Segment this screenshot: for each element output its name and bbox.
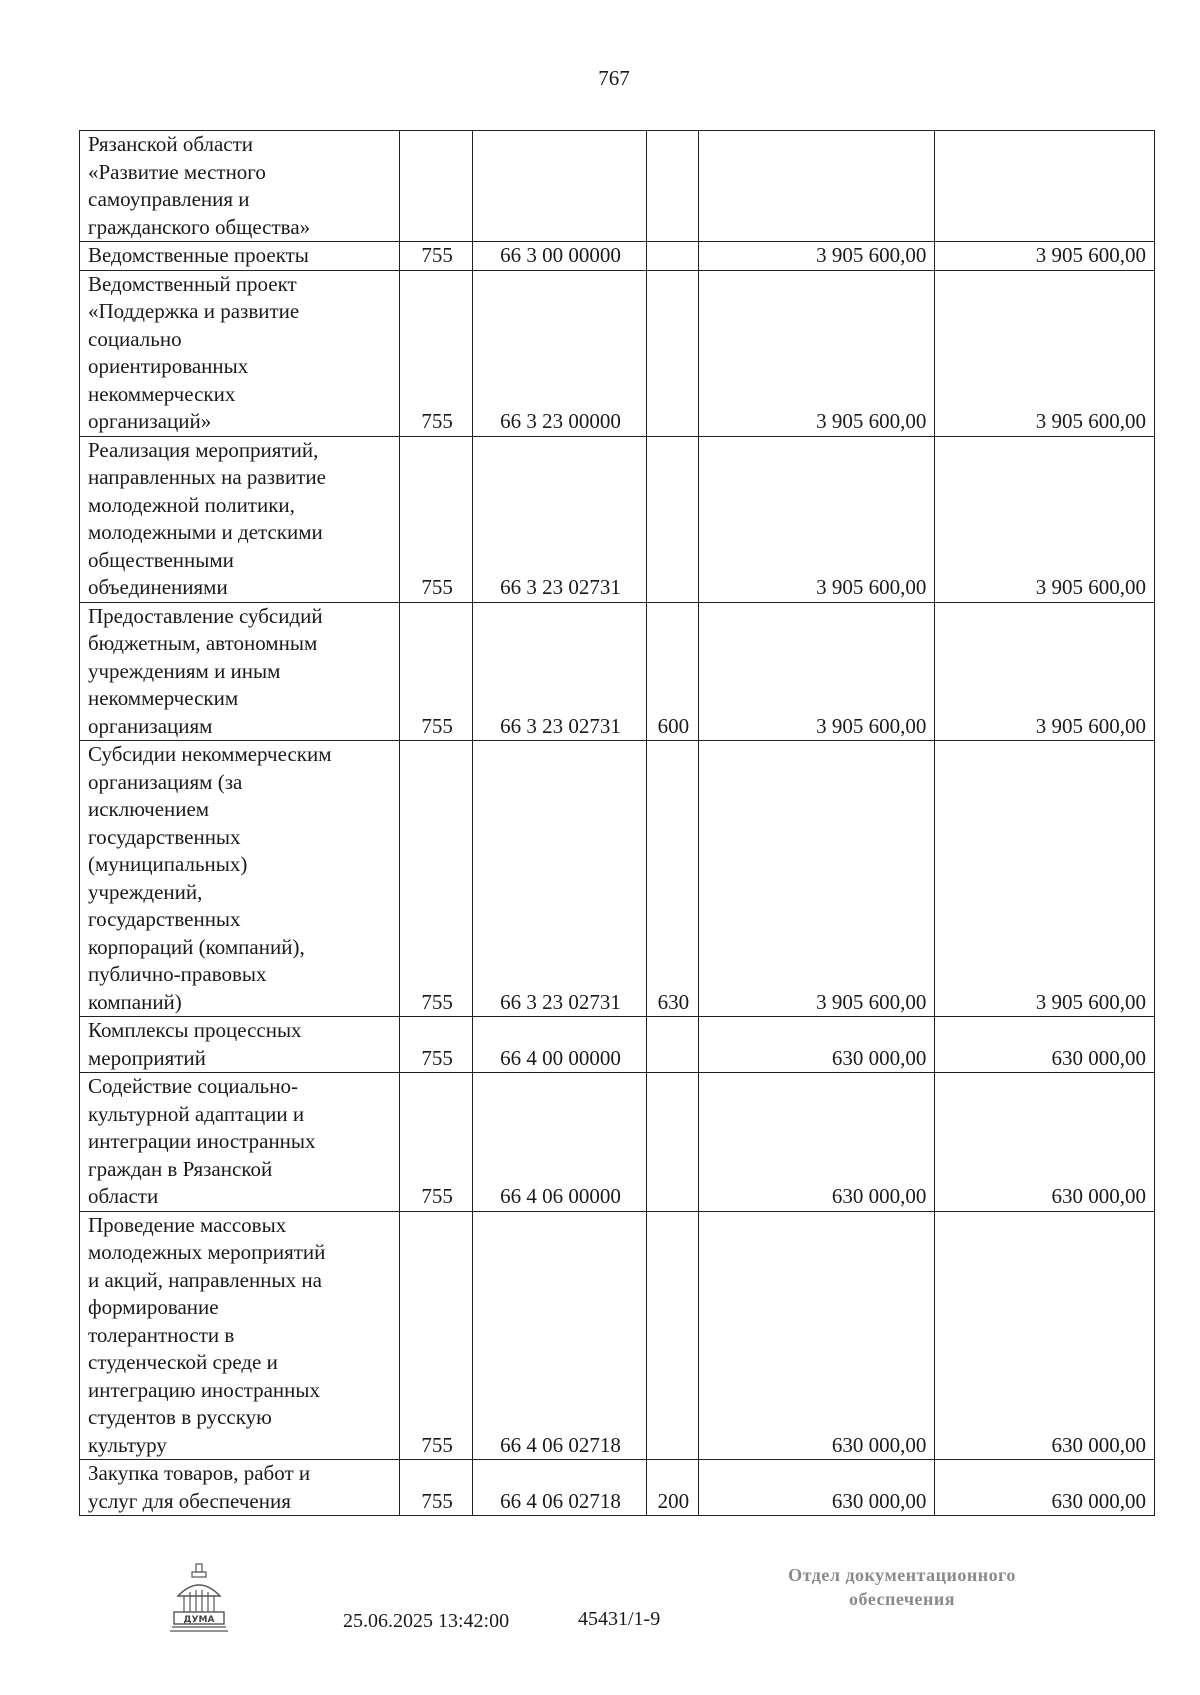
row-name-line: некоммерческим [88, 686, 239, 710]
row-name-line: молодежными и детскими [88, 520, 323, 544]
expense-type: 200 [646, 1460, 698, 1516]
table-row [80, 436, 1155, 602]
row-name-line: социально [88, 326, 182, 351]
ministry-code: 755 [399, 602, 472, 741]
row-name [80, 741, 400, 1017]
ministry-code: 755 [399, 1211, 472, 1460]
footer-registration-number: 45431/1-9 [578, 1608, 661, 1630]
ministry-code: 755 [399, 436, 472, 602]
department-stamp [752, 1563, 1052, 1611]
row-name-line: интеграции иностранных [88, 1129, 316, 1153]
amount-year-1: 3 905 600,00 [699, 602, 935, 741]
amount-year-1: 3 905 600,00 [699, 741, 935, 1017]
amount-year-2: 630 000,00 [935, 1460, 1155, 1516]
row-name-line: культуру [88, 1432, 167, 1457]
amount-year-2: 630 000,00 [935, 1073, 1155, 1212]
row-name-line: культурной адаптации и [88, 1101, 305, 1126]
row-name [80, 270, 400, 436]
row-name-line: Субсидии некоммерческим [88, 742, 332, 766]
amount-year-1 [699, 131, 935, 242]
target-article: 66 4 06 02718 [473, 1211, 647, 1460]
stamp-line-2: обеспечения [849, 1589, 955, 1609]
row-name-line: государственных [88, 824, 241, 849]
target-article: 66 4 06 02718 [473, 1460, 647, 1516]
row-name-line: направленных на развитие [88, 465, 326, 489]
target-article: 66 3 23 00000 [473, 270, 647, 436]
table-row [80, 270, 1155, 436]
row-name-line: организациям [88, 713, 213, 738]
amount-year-1: 630 000,00 [699, 1211, 935, 1460]
target-article [473, 131, 647, 242]
row-name-line: Реализация мероприятий, [88, 437, 319, 462]
expense-type [646, 1017, 698, 1073]
amount-year-1: 3 905 600,00 [699, 436, 935, 602]
row-name-line: самоуправления и [88, 187, 250, 211]
amount-year-2: 3 905 600,00 [935, 270, 1155, 436]
row-name-line: Комплексы процессных [88, 1018, 302, 1042]
row-name-line: граждан в Рязанской [88, 1156, 273, 1181]
expense-type [646, 436, 698, 602]
target-article: 66 4 06 00000 [473, 1073, 647, 1212]
amount-year-2: 3 905 600,00 [935, 602, 1155, 741]
row-name-line: корпораций (компаний), [88, 934, 305, 959]
row-name-line: объединениями [88, 575, 228, 599]
page-number: 767 [598, 66, 630, 90]
ministry-code: 755 [399, 1460, 472, 1516]
amount-year-2: 630 000,00 [935, 1211, 1155, 1460]
row-name-line: студентов в русскую [88, 1405, 272, 1429]
row-name-line: молодежной политики, [88, 492, 295, 517]
table-row [80, 1460, 1155, 1516]
table-row [80, 741, 1155, 1017]
amount-year-1: 630 000,00 [699, 1017, 935, 1073]
ministry-code: 755 [399, 741, 472, 1017]
expense-type [646, 131, 698, 242]
row-name [80, 1017, 400, 1073]
ministry-code: 755 [399, 242, 472, 271]
expense-type: 630 [646, 741, 698, 1017]
expense-type [646, 1211, 698, 1460]
row-name [80, 1073, 400, 1212]
row-name-line: Ведомственный проект [88, 271, 297, 296]
target-article: 66 3 23 02731 [473, 741, 647, 1017]
row-name-line: некоммерческих [88, 381, 236, 406]
amount-year-2: 3 905 600,00 [935, 741, 1155, 1017]
ministry-code: 755 [399, 1073, 472, 1212]
table-row [80, 1017, 1155, 1073]
amount-year-2: 3 905 600,00 [935, 242, 1155, 271]
row-name-line: бюджетным, автономным [88, 631, 318, 655]
stamp-line-1: Отдел документационного [788, 1565, 1016, 1585]
row-name-line: молодежных мероприятий [88, 1240, 326, 1264]
row-name-line: публично-правовых [88, 962, 267, 986]
row-name-line: Предоставление субсидий [88, 603, 323, 628]
row-name [80, 131, 400, 242]
row-name-line: области [88, 1184, 159, 1208]
amount-year-1: 630 000,00 [699, 1460, 935, 1516]
row-name [80, 436, 400, 602]
row-name-line: формирование [88, 1295, 219, 1319]
expense-type: 600 [646, 602, 698, 741]
expense-type [646, 1073, 698, 1212]
table-row [80, 1211, 1155, 1460]
row-name-line: учреждениям и иным [88, 658, 281, 683]
amount-year-2: 630 000,00 [935, 1017, 1155, 1073]
row-name-line: Рязанской области [88, 132, 254, 156]
table-row [80, 602, 1155, 741]
row-name [80, 1460, 400, 1516]
row-name-line: Закупка товаров, работ и [88, 1461, 311, 1485]
row-name-line: ориентированных [88, 354, 249, 378]
logo-text: ДУМА [183, 1615, 215, 1625]
ministry-code: 755 [399, 1017, 472, 1073]
row-name-line: исключением [88, 797, 210, 821]
row-name-line: толерантности в [88, 1322, 235, 1347]
row-name-line: интеграцию иностранных [88, 1377, 320, 1402]
row-name-line: «Развитие местного [88, 159, 266, 184]
table-row [80, 1073, 1155, 1212]
amount-year-2: 3 905 600,00 [935, 436, 1155, 602]
row-name-line: и акций, направленных на [88, 1267, 322, 1292]
expense-type [646, 242, 698, 271]
target-article: 66 3 23 02731 [473, 602, 647, 741]
ministry-code [399, 131, 472, 242]
budget-table [79, 130, 1155, 1516]
duma-building-icon [168, 1562, 230, 1634]
table-row [80, 131, 1155, 242]
row-name-line: организациям (за [88, 769, 243, 794]
amount-year-2 [935, 131, 1155, 242]
row-name-line: услуг для обеспечения [88, 1488, 291, 1513]
amount-year-1: 630 000,00 [699, 1073, 935, 1212]
row-name-line: компаний) [88, 989, 182, 1014]
row-name-line: гражданского общества» [88, 214, 311, 239]
row-name-line: общественными [88, 547, 234, 572]
target-article: 66 4 00 00000 [473, 1017, 647, 1073]
target-article: 66 3 23 02731 [473, 436, 647, 602]
target-article: 66 3 00 00000 [473, 242, 647, 271]
row-name-line: организаций» [88, 409, 212, 433]
row-name-line: (муниципальных) [88, 852, 248, 876]
row-name [80, 1211, 400, 1460]
row-name-line: учреждений, [88, 879, 203, 904]
row-name-line: Проведение массовых [88, 1212, 287, 1237]
row-name-line: Ведомственные проекты [88, 243, 309, 267]
row-name-line: государственных [88, 907, 241, 931]
table-row [80, 242, 1155, 271]
expense-type [646, 270, 698, 436]
row-name-line: Содействие социально- [88, 1074, 298, 1098]
row-name-line: «Поддержка и развитие [88, 299, 300, 323]
row-name-line: мероприятий [88, 1045, 206, 1070]
row-name [80, 242, 400, 271]
footer-datetime: 25.06.2025 13:42:00 [343, 1610, 510, 1632]
amount-year-1: 3 905 600,00 [699, 242, 935, 271]
row-name-line: студенческой среде и [88, 1350, 278, 1374]
amount-year-1: 3 905 600,00 [699, 270, 935, 436]
row-name [80, 602, 400, 741]
ministry-code: 755 [399, 270, 472, 436]
